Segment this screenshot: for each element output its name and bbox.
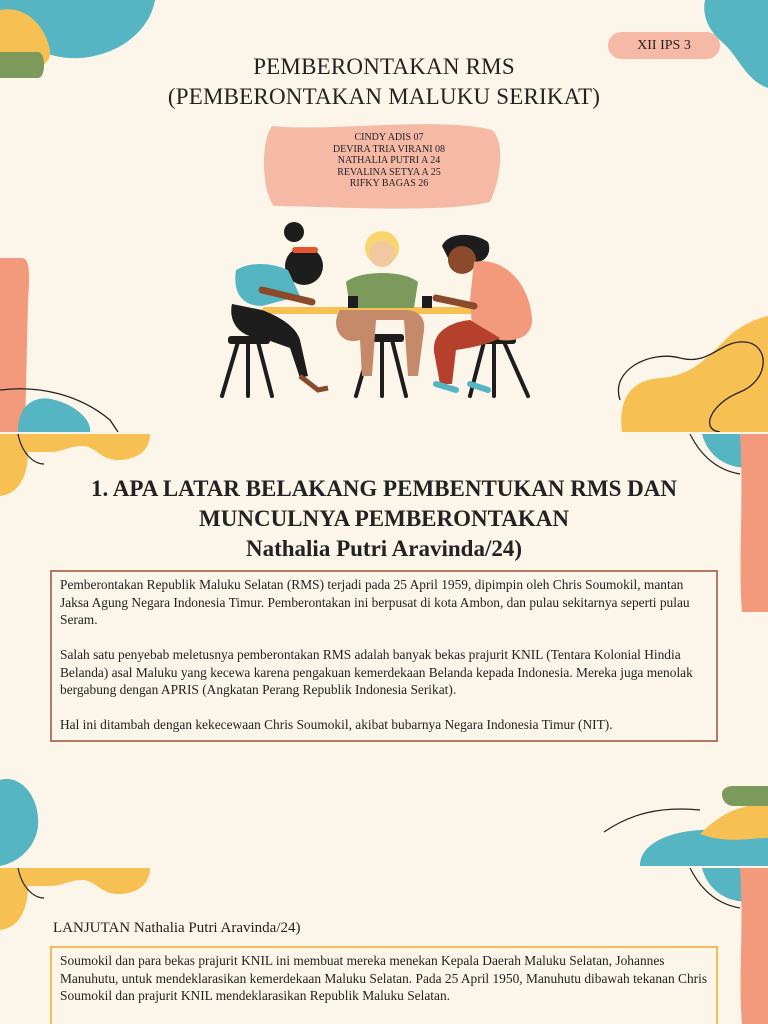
member-item: NATHALIA PUTRI A 24 — [337, 155, 441, 167]
class-badge: XII IPS 3 — [608, 32, 720, 59]
content-box — [50, 570, 718, 742]
member-item: REVALINA SETYA A 25 — [337, 166, 441, 178]
paragraph: Pemberontakan Republik Maluku Selatan (RMS) terjadi pada 25 April 1959, dipimpin oleh Chris Soumokil, mantan Jaksa Agung Negara Indonesia Timur. Pemberontakan ini berpusat di kota Ambon, dan pulau sekitarnya seperti pulau Seram. — [60, 577, 690, 627]
members-list — [260, 132, 518, 190]
section-heading-line-2: MUNCULNYA PEMBERONTAKAN — [199, 506, 569, 531]
continuation-label: LANJUTAN Nathalia Putri Aravinda/24) — [53, 920, 301, 936]
section-heading-author: Nathalia Putri Aravinda/24) — [245, 536, 522, 561]
paragraph: Soumokil dan para bekas prajurit KNIL ini membuat mereka menekan Kepala Daerah Maluku Selatan, Johannes Manuhutu, untuk mendeklarasikan kemerdekaan Maluku Selatan. Pada 25 April 1950, Manuhutu dibawah tekanan Chris Soumokil dan prajurit KNIL mendeklarasikan Republik Maluku Selatan. — [60, 953, 708, 1003]
member-item: RIFKY BAGAS 26 — [349, 178, 429, 190]
paragraph: Salah satu penyebab meletusnya pemberontakan RMS adalah banyak bekas prajurit KNIL (Tentara Kolonial Hindia Belanda) asal Maluku yang kecewa karena pengakuan kemerdekaan Belanda kepada Indonesia. Mereka juga menolak bergabung dengan APRIS (Angkatan Perang Republik Indonesia Serikat). — [60, 647, 693, 697]
slide-2 — [0, 434, 768, 866]
content-box — [50, 946, 718, 1024]
slide-3 — [0, 868, 768, 1024]
member-item: DEVIRA TRIA VIRANI 08 — [332, 143, 446, 155]
paragraph: Hal ini ditambah dengan kekecewaan Chris Soumokil, akibat bubarnya Negara Indonesia Timur (NIT). — [60, 717, 613, 732]
slide-1 — [0, 0, 768, 432]
section-heading-line-1: 1. APA LATAR BELAKANG PEMBENTUKAN RMS DAN — [91, 476, 677, 501]
page-title-line-2: (PEMBERONTAKAN MALUKU SERIKAT) — [167, 84, 601, 109]
member-item: CINDY ADIS 07 — [354, 132, 424, 143]
page-title-line-1: PEMBERONTAKAN RMS — [253, 54, 515, 79]
